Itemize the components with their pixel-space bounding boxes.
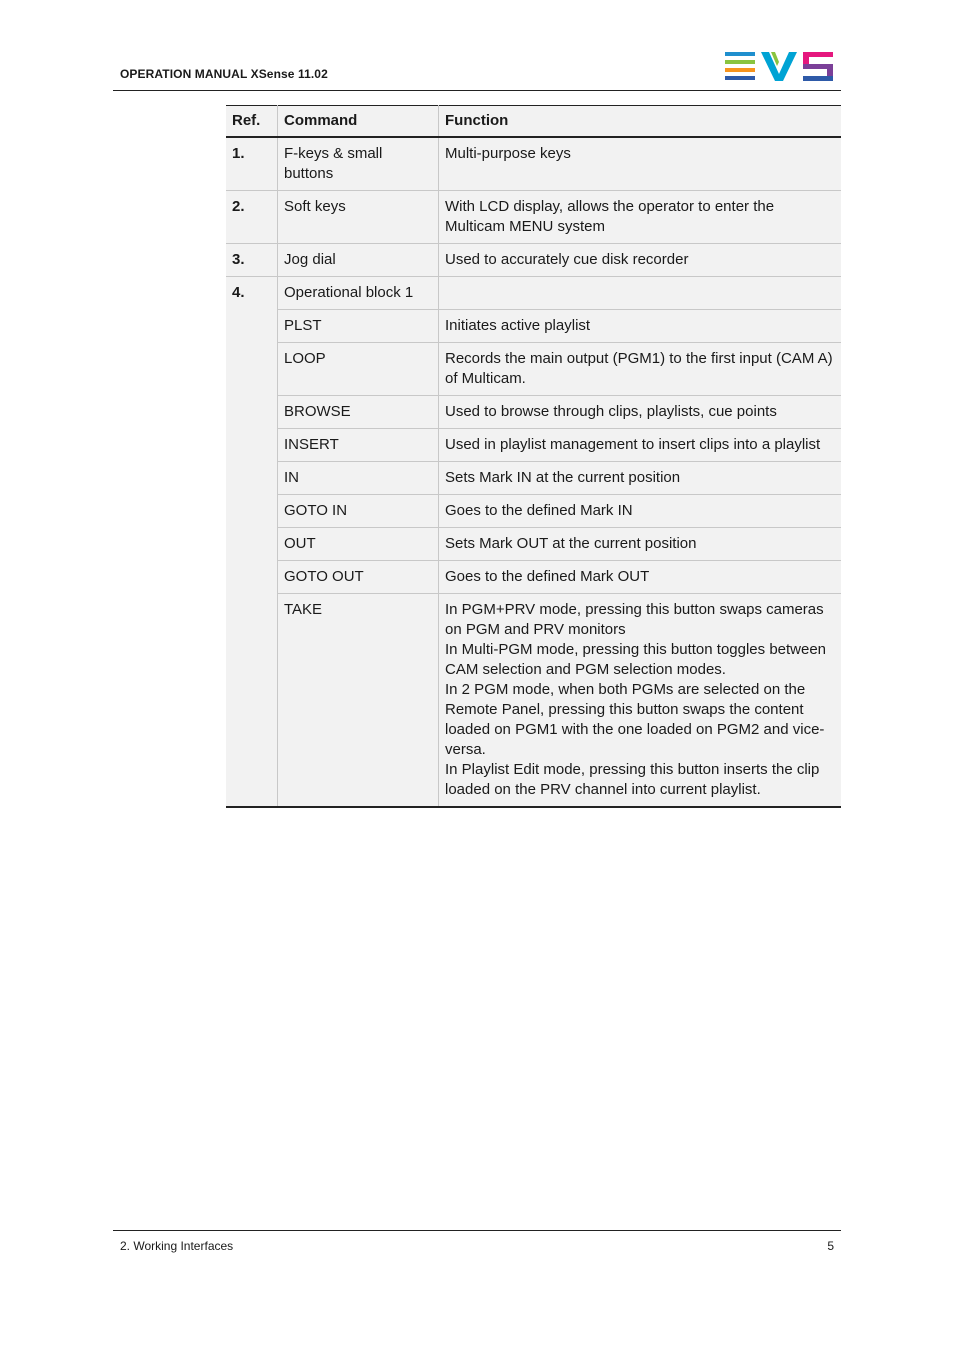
command-cell: INSERT [278,429,439,462]
command-cell: GOTO IN [278,495,439,528]
document-title: OPERATION MANUAL XSense 11.02 [120,67,328,81]
table-row [226,594,841,808]
table-row [226,191,841,244]
function-line: In Playlist Edit mode, pressing this button inserts the clip loaded on the PRV channel into current playlist. [445,761,820,798]
command-cell: Operational block 1 [278,277,439,310]
function-line: In Multi-PGM mode, pressing this button toggles between CAM selection and PGM selection modes. [445,641,827,678]
table-row [226,462,841,495]
table-row [226,528,841,561]
page-footer [113,1230,841,1255]
ref-cell: 2. [226,191,278,244]
table-row [226,561,841,594]
evs-logo [725,52,835,82]
page-header [113,48,841,91]
function-line: In 2 PGM mode, when both PGMs are selected on the Remote Panel, pressing this button swaps the content loaded on PGM1 with the one loaded on PGM2 and vice-versa. [445,681,825,758]
header-command: Command [278,106,439,138]
function-cell: Used to browse through clips, playlists, cue points [439,396,842,429]
command-cell: BROWSE [278,396,439,429]
ref-cell: 4. [226,277,278,808]
function-cell: Goes to the defined Mark OUT [439,561,842,594]
table-row [226,495,841,528]
command-cell: GOTO OUT [278,561,439,594]
ref-cell: 3. [226,244,278,277]
table-header-row [226,106,841,138]
command-cell: OUT [278,528,439,561]
command-cell: PLST [278,310,439,343]
table-row [226,310,841,343]
function-cell: Goes to the defined Mark IN [439,495,842,528]
function-cell [439,277,842,310]
header-ref: Ref. [226,106,278,138]
function-cell: Records the main output (PGM1) to the first input (CAM A) of Multicam. [439,343,842,396]
function-cell: Used in playlist management to insert clips into a playlist [439,429,842,462]
table-row [226,396,841,429]
function-cell: Multi-purpose keys [439,137,842,191]
table-row [226,429,841,462]
function-cell: Sets Mark OUT at the current position [439,528,842,561]
function-cell [439,594,842,808]
function-cell: Used to accurately cue disk recorder [439,244,842,277]
table-row [226,277,841,310]
function-cell: With LCD display, allows the operator to enter the Multicam MENU system [439,191,842,244]
command-cell: F-keys & small buttons [278,137,439,191]
table-row [226,343,841,396]
command-cell: Soft keys [278,191,439,244]
function-cell: Sets Mark IN at the current position [439,462,842,495]
page-number: 5 [827,1239,834,1253]
section-title: 2. Working Interfaces [120,1239,234,1253]
command-cell: LOOP [278,343,439,396]
ref-cell: 1. [226,137,278,191]
table-row [226,244,841,277]
command-cell: TAKE [278,594,439,808]
table-row [226,137,841,191]
command-cell: IN [278,462,439,495]
function-cell: Initiates active playlist [439,310,842,343]
header-function: Function [439,106,842,138]
function-line: In PGM+PRV mode, pressing this button swaps cameras on PGM and PRV monitors [445,601,824,638]
commands-table [226,105,841,808]
command-cell: Jog dial [278,244,439,277]
